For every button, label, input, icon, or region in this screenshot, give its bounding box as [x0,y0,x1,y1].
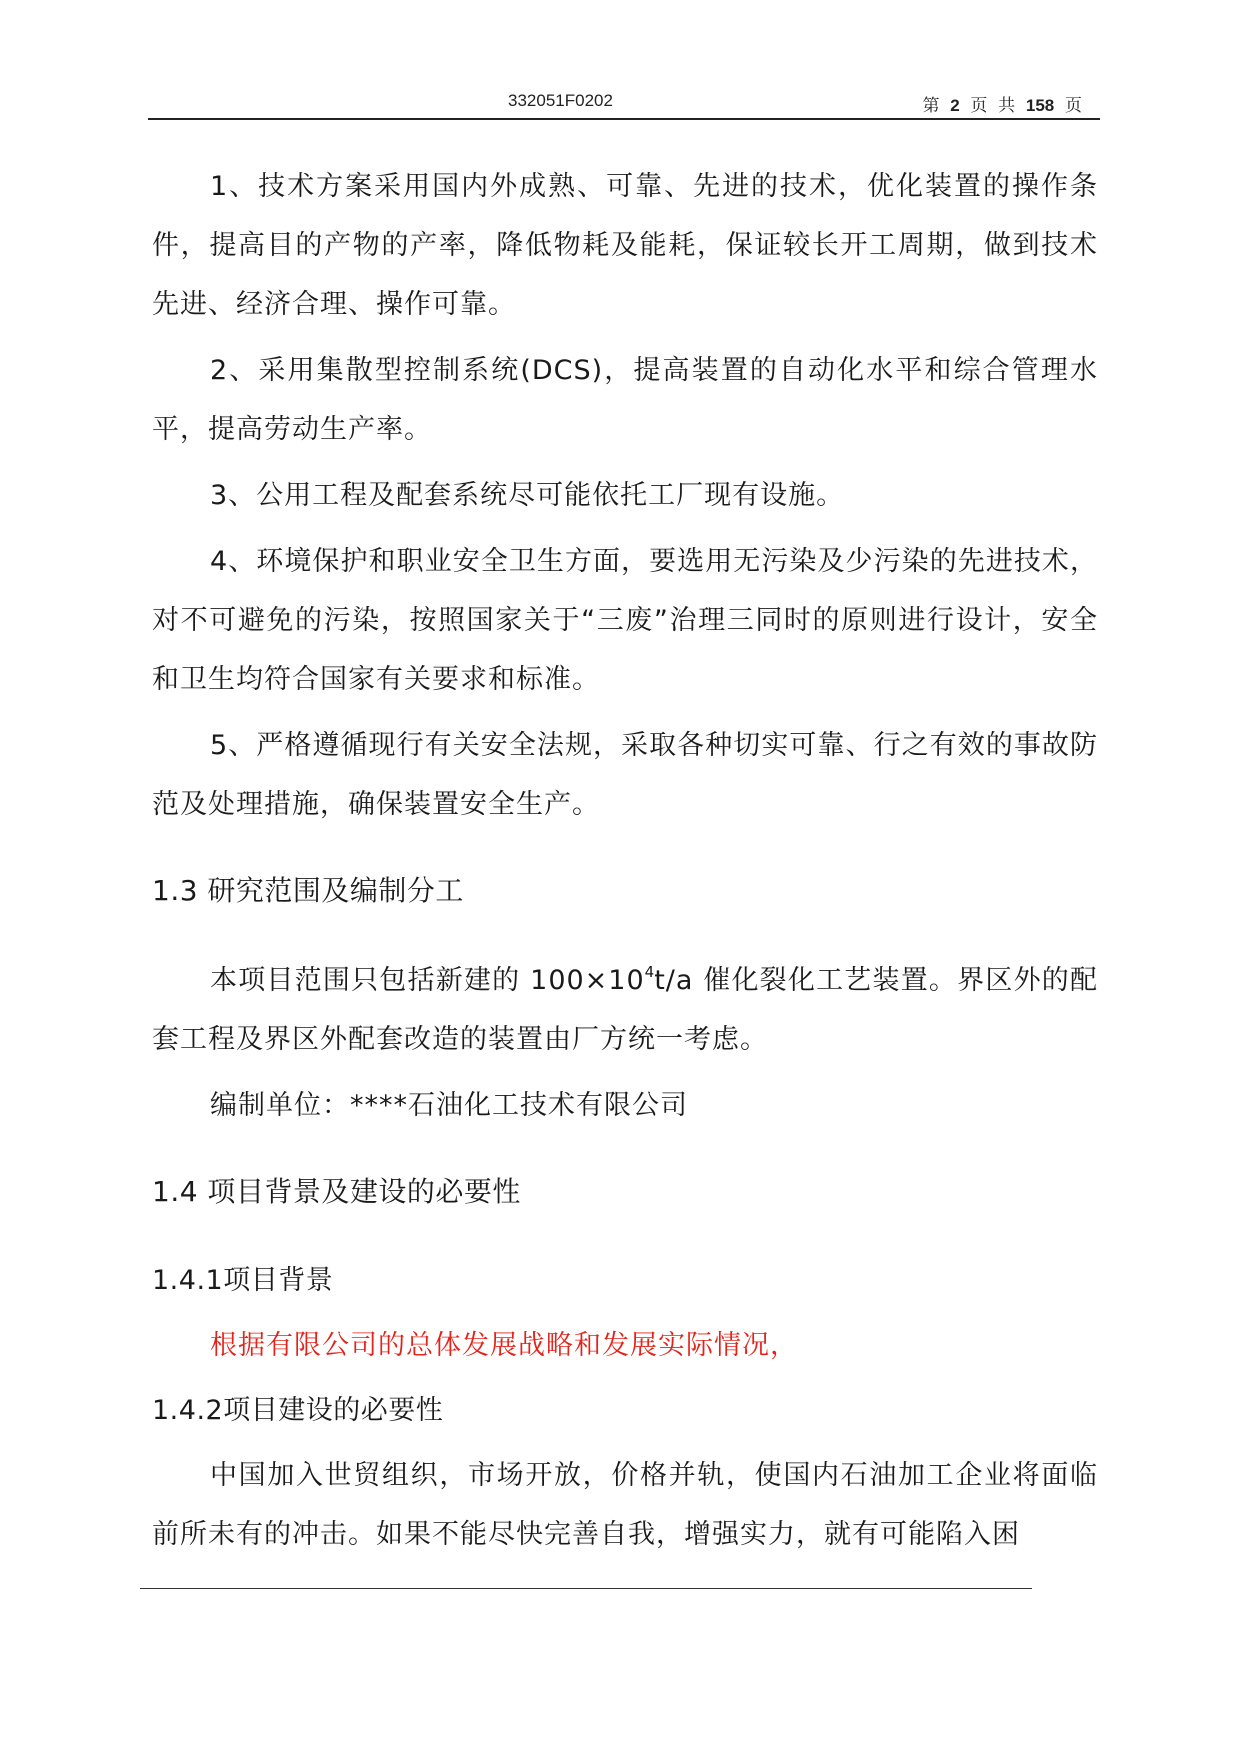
scope-text-start: 本项目范围只包括新建的 100×10 [210,965,645,996]
page-mid: 页 共 [970,96,1016,115]
page-number-info [922,91,1082,116]
scope-paragraph [152,951,1098,1069]
scope-text-end: t/a 催化裂化工艺装置。界区外的配套工程及界区外配套改造的装置由厂方统一考虑。 [152,965,1098,1055]
section-heading-1-3: 1.3 研究范围及编制分工 [152,874,464,907]
document-body [152,157,1098,1571]
page-header [148,84,1100,120]
principle-paragraph-5: 5、严格遵循现行有关安全法规，采取各种切实可靠、行之有效的事故防范及处理措施，确保装置安全生产。 [152,730,1098,820]
total-pages-number: 158 [1025,96,1055,115]
principle-paragraph-2: 2、采用集散型控制系统(DCS)，提高装置的自动化水平和综合管理水平，提高劳动生产率。 [152,355,1098,445]
document-code: 332051F0202 [508,91,613,110]
section-heading-1-4: 1.4 项目背景及建设的必要性 [152,1175,521,1208]
background-highlight-paragraph: 根据有限公司的总体发展战略和发展实际情况， [210,1330,798,1361]
footer-divider [140,1588,1032,1589]
principle-paragraph-3: 3、公用工程及配套系统尽可能依托工厂现有设施。 [210,480,845,511]
page-prefix: 第 [922,96,940,115]
principle-paragraph-4: 4、环境保护和职业安全卫生方面，要选用无污染及少污染的先进技术，对不可避免的污染，按照国家关于“三废”治理三同时的原则进行设计，安全和卫生均符合国家有关要求和标准。 [152,546,1098,695]
current-page-number: 2 [950,96,960,115]
subsection-heading-1-4-1: 1.4.1项目背景 [152,1265,334,1296]
scope-superscript: 4 [644,963,655,981]
necessity-paragraph: 中国加入世贸组织，市场开放，价格并轨，使国内石油加工企业将面临前所未有的冲击。如果不能尽快完善自我，增强实力，就有可能陷入困 [152,1460,1098,1550]
subsection-heading-1-4-2: 1.4.2项目建设的必要性 [152,1395,444,1426]
compiling-unit-paragraph: 编制单位：****石油化工技术有限公司 [210,1090,688,1121]
principle-paragraph-1: 1、技术方案采用国内外成熟、可靠、先进的技术，优化装置的操作条件，提高目的产物的产率，降低物耗及能耗，保证较长开工周期，做到技术先进、经济合理、操作可靠。 [152,171,1098,320]
page-suffix: 页 [1065,96,1082,115]
